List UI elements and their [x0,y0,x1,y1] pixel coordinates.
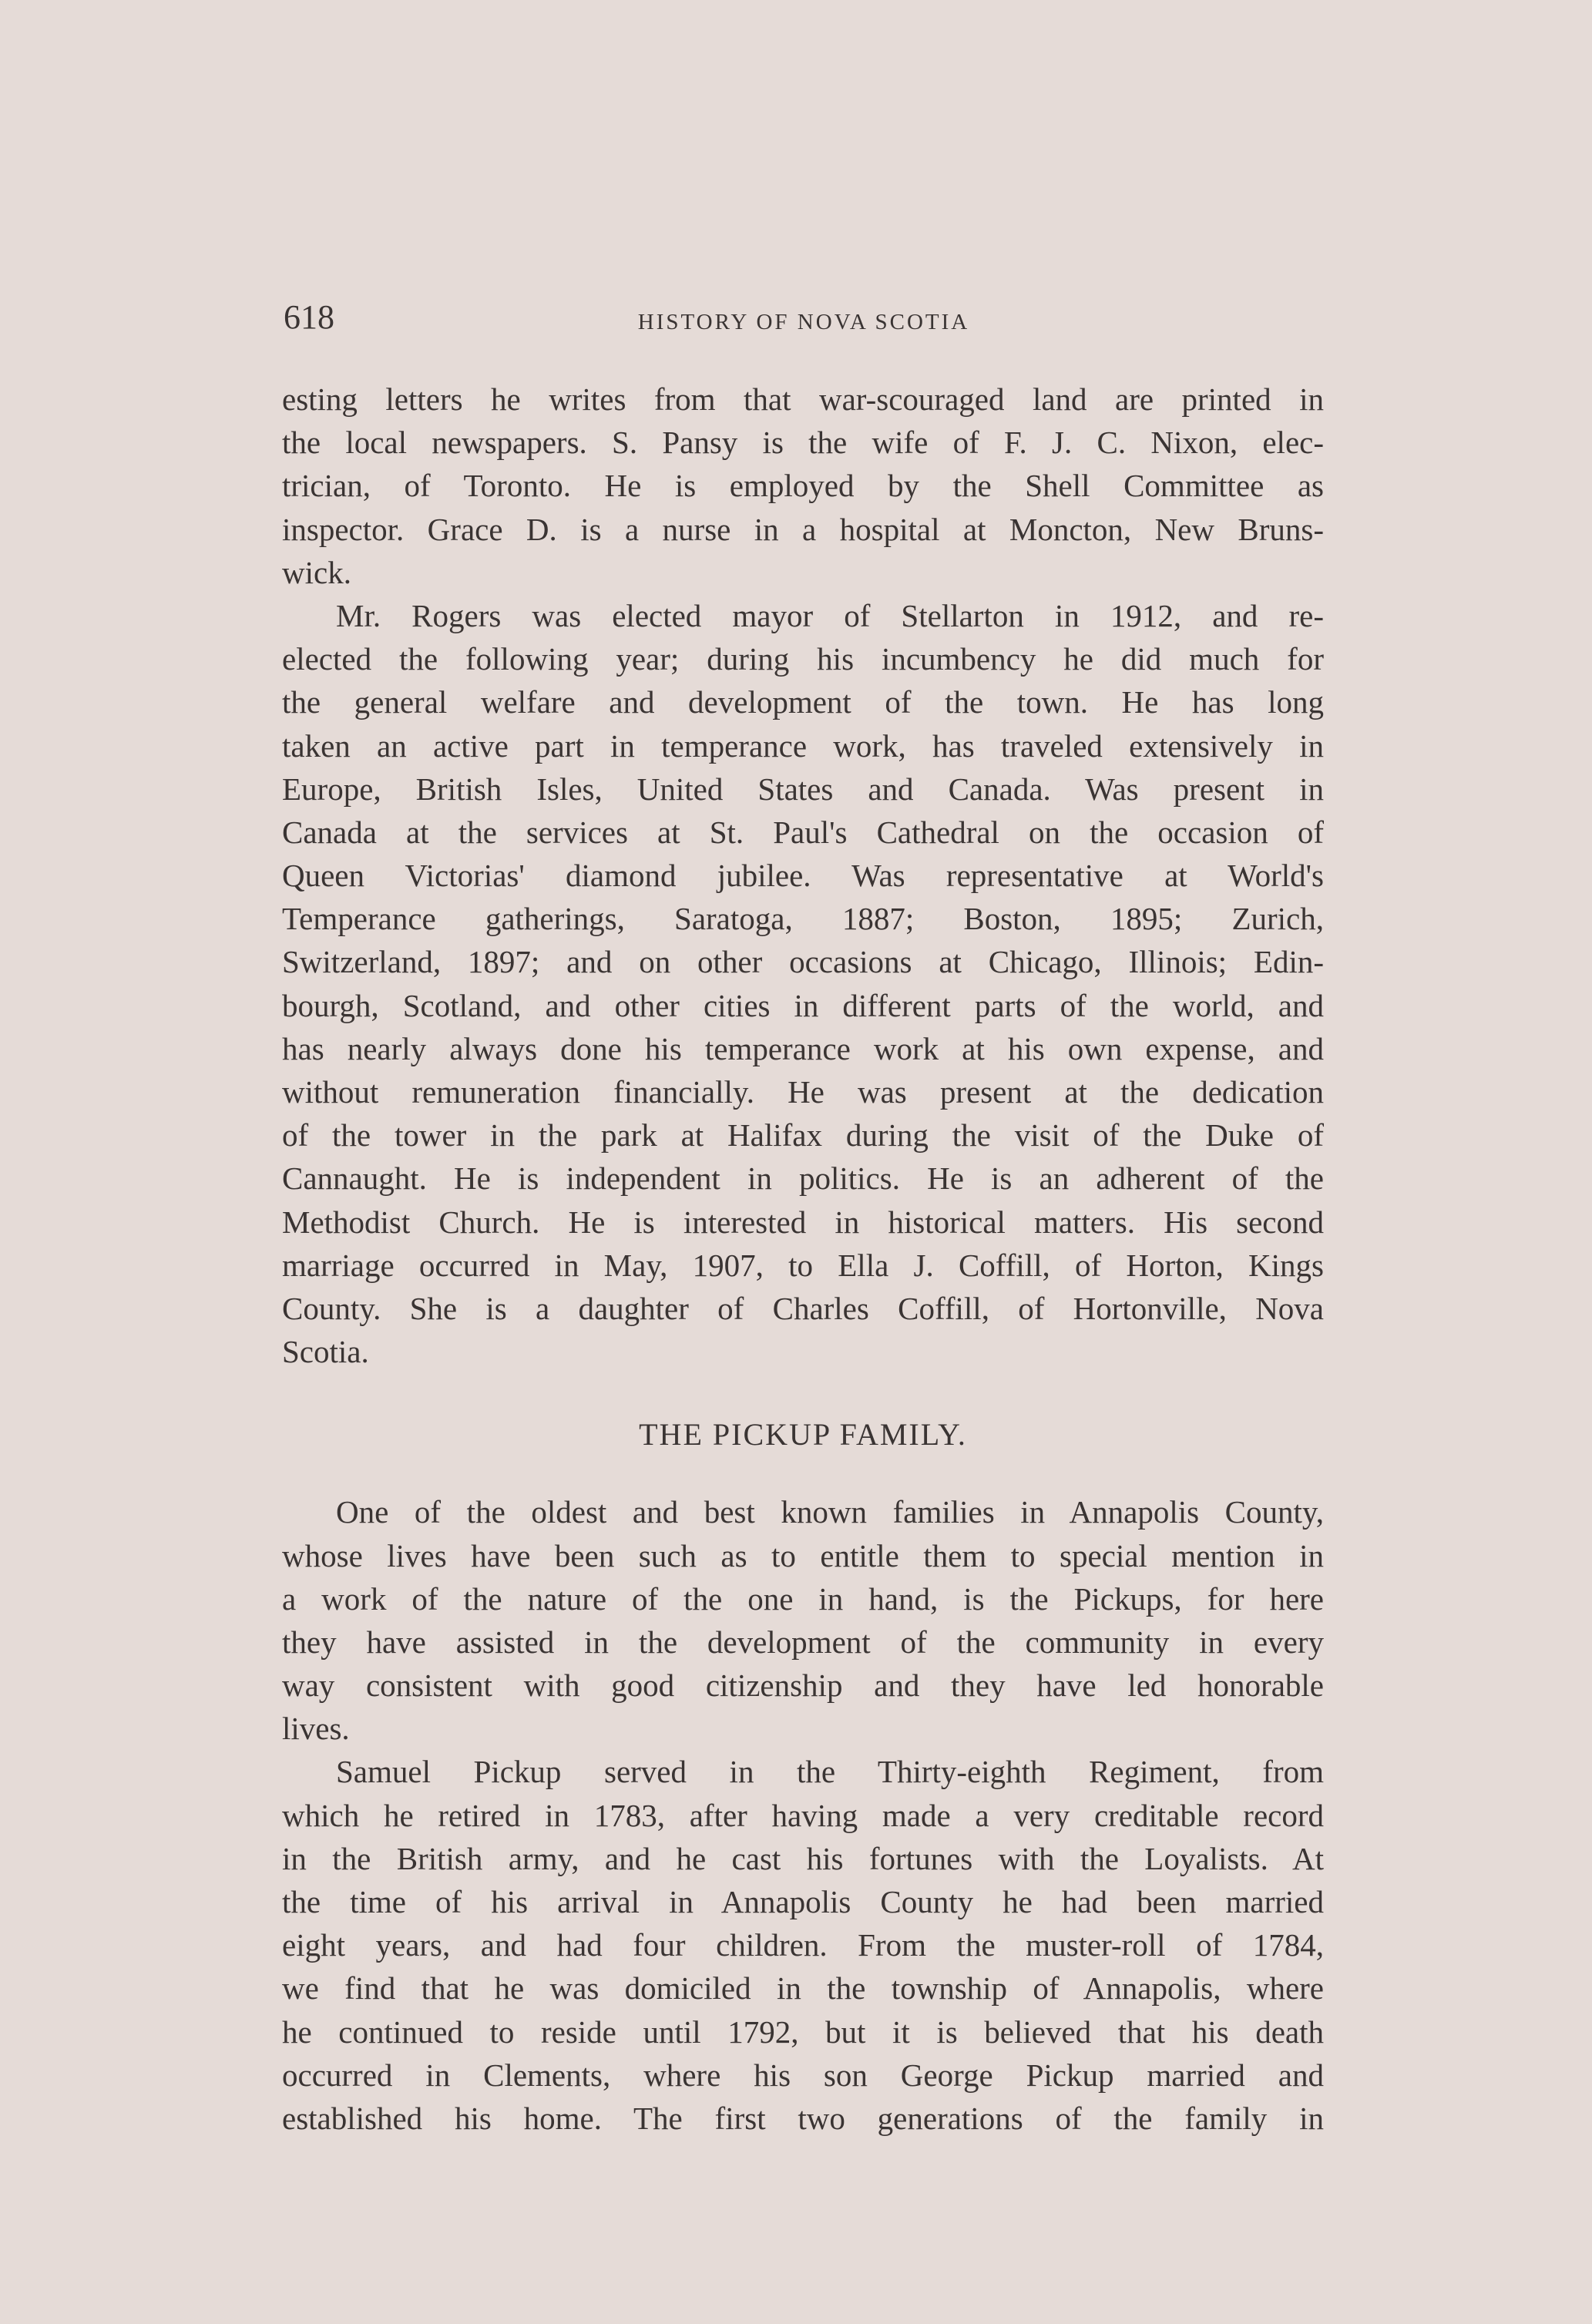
text-line: Queen Victorias' diamond jubilee. Was representative at World's [282,858,1324,894]
text-line: Switzerland, 1897; and on other occasions at Chicago, Illinois; Edin- [282,944,1324,980]
body-text [282,378,1324,2140]
text-line: way consistent with good citizenship and they have led honorable [282,1667,1324,1704]
text-line: lives. [282,1711,350,1747]
text-line: Canada at the services at St. Paul's Cathedral on the occasion of [282,814,1324,850]
text-line: esting letters he writes from that war-scouraged land are printed in [282,381,1324,417]
text-line: has nearly always done his temperance work at his own expense, and [282,1030,1324,1066]
paragraph-pickup-intro [282,1490,1324,1750]
text-line: he continued to reside until 1792, but it is believed that his death [282,2013,1324,2050]
running-head: HISTORY OF NOVA SCOTIA [637,310,970,334]
text-line: without remuneration financially. He was present at the dedication [282,1074,1324,1110]
section-heading: THE PICKUP FAMILY. [639,1417,967,1452]
text-line: established his home. The first two generations of the family in [282,2100,1324,2136]
text-line: Scotia. [282,1334,369,1370]
text-line: elected the following year; during his incumbency he did much for [282,641,1324,677]
text-line: taken an active part in temperance work, has traveled extensively in [282,727,1324,764]
text-line: they have assisted in the development of the community in every [282,1624,1324,1660]
text-line: of the tower in the park at Halifax during the visit of the Duke of [282,1117,1324,1154]
text-line: the time of his arrival in Annapolis County he had been married [282,1884,1324,1919]
text-line: Temperance gatherings, Saratoga, 1887; Boston, 1895; Zurich, [282,901,1324,937]
text-line: occurred in Clements, where his son George Pickup married and [282,2057,1324,2093]
text-line: Methodist Church. He is interested in historical matters. His second [282,1204,1324,1240]
text-line: Samuel Pickup served in the Thirty-eighth Regiment, from [336,1754,1324,1790]
text-line: bourgh, Scotland, and other cities in different parts of the world, and [282,987,1324,1023]
text-line: eight years, and had four children. From the muster-roll of 1784, [282,1927,1324,1963]
page-number: 618 [284,298,334,336]
text-line: which he retired in 1783, after having made a very creditable record [282,1797,1324,1833]
text-line: wick. [282,554,351,590]
text-line: Cannaught. He is independent in politics. He is an adherent of the [282,1160,1324,1197]
text-line: marriage occurred in May, 1907, to Ella J. Coffill, of Horton, Kings [282,1247,1324,1283]
paragraph-mr-rogers [282,594,1324,1373]
text-line: trician, of Toronto. He is employed by the Shell Committee as [282,468,1324,504]
text-line: County. She is a daughter of Charles Coffill, of Hortonville, Nova [282,1290,1324,1326]
text-line: the local newspapers. S. Pansy is the wife of F. J. C. Nixon, elec- [282,425,1324,461]
text-line: a work of the nature of the one in hand, is the Pickups, for here [282,1580,1324,1617]
page-header [284,294,1324,341]
paragraph-samuel-pickup [282,1750,1324,2140]
text-line: the general welfare and development of the town. He has long [282,684,1324,720]
text-line: whose lives have been such as to entitle them to special mention in [282,1537,1324,1573]
text-line: we find that he was domiciled in the township of Annapolis, where [282,1970,1324,2007]
text-line: inspector. Grace D. is a nurse in a hospital at Moncton, New Bruns- [282,511,1324,547]
text-line: Europe, British Isles, United States and Canada. Was present in [282,771,1324,807]
paragraph-rogers-family-end [282,378,1324,594]
text-line: One of the oldest and best known families in Annapolis County, [336,1494,1324,1530]
text-line: Mr. Rogers was elected mayor of Stellarton in 1912, and re- [336,597,1324,633]
text-line: in the British army, and he cast his fortunes with the Loyalists. At [282,1840,1324,1876]
